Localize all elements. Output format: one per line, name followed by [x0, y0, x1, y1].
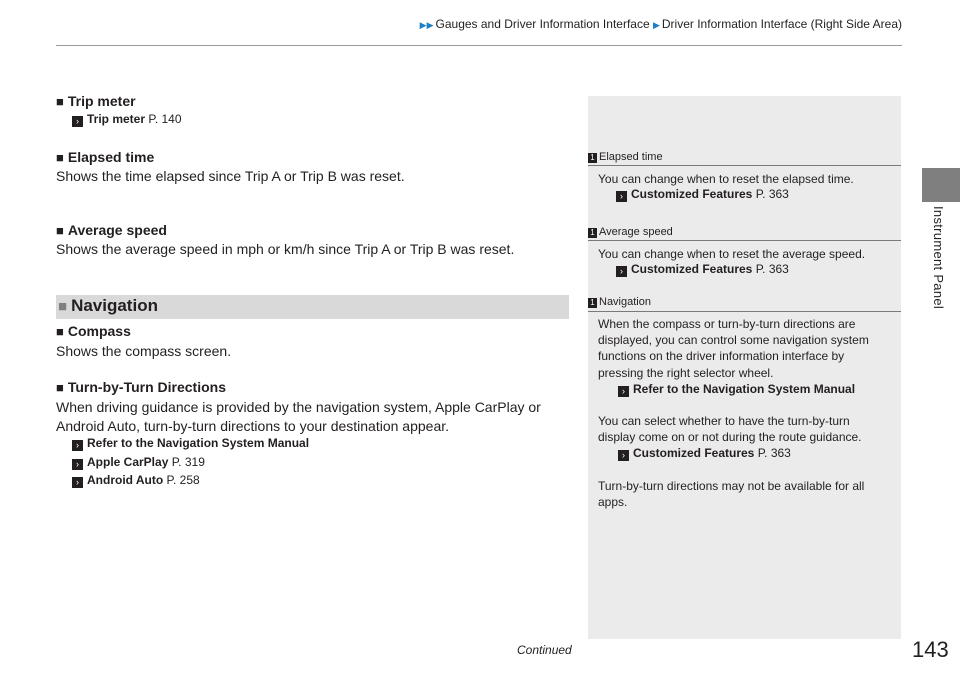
- compass-text: Shows the compass screen.: [56, 343, 232, 359]
- note-line: When the compass or turn-by-turn directions are: [598, 317, 856, 331]
- elapsed-time-heading: ■ Elapsed time: [56, 149, 154, 165]
- triangle-icon: ▶▶: [419, 20, 434, 30]
- arrow-ref-icon: ›: [72, 477, 83, 488]
- note-navigation-ref-custom[interactable]: › Customized Features P. 363: [598, 445, 869, 461]
- note-navigation-title: 1 Navigation: [588, 296, 651, 308]
- note-elapsed-time-title: 1 Elapsed time: [588, 151, 663, 163]
- header-divider: [56, 45, 902, 46]
- turn-by-turn-heading: ■ Turn-by-Turn Directions: [56, 379, 226, 395]
- note-line: display come on or not during the route guidance.: [598, 430, 862, 445]
- note-line: apps.: [598, 494, 628, 509]
- triangle-icon: ▶: [652, 20, 660, 30]
- note-navigation-text: [598, 316, 869, 510]
- arrow-ref-icon: ›: [616, 191, 627, 202]
- note-line: Turn-by-turn directions may not be available for all: [598, 478, 865, 493]
- arrow-ref-icon: ›: [72, 440, 83, 451]
- note-line: You can select whether to have the turn-by-turn: [598, 414, 850, 429]
- breadcrumb-part-2[interactable]: Driver Information Interface (Right Side Area): [661, 17, 902, 31]
- note-navigation-ref-manual[interactable]: › Refer to the Navigation System Manual: [598, 381, 869, 397]
- note-divider: [588, 311, 901, 312]
- navigation-section-title: ■ Navigation: [58, 296, 158, 315]
- elapsed-time-text: Shows the time elapsed since Trip A or Trip B was reset.: [56, 168, 405, 184]
- note-divider: [588, 240, 901, 241]
- spacer: [598, 462, 869, 478]
- ref-nav-manual[interactable]: › Refer to the Navigation System Manual: [72, 436, 309, 451]
- spacer: [598, 397, 869, 413]
- note-average-speed-text: You can change when to reset the average speed.: [598, 247, 866, 261]
- note-line: displayed, you can control some navigation system: [598, 333, 869, 348]
- page-number: 143: [912, 637, 949, 662]
- arrow-ref-icon: ›: [618, 386, 629, 397]
- note-elapsed-time-text: You can change when to reset the elapsed time.: [598, 172, 854, 186]
- arrow-ref-icon: ›: [72, 116, 83, 127]
- arrow-ref-icon: ›: [616, 266, 627, 277]
- note-divider: [588, 165, 901, 166]
- compass-heading: ■ Compass: [56, 323, 131, 339]
- note-number-icon: 1: [588, 228, 597, 238]
- ref-android-auto[interactable]: › Android Auto P. 258: [72, 473, 200, 488]
- note-average-speed-ref[interactable]: › Customized Features P. 363: [616, 262, 789, 277]
- note-average-speed-title: 1 Average speed: [588, 226, 673, 238]
- note-elapsed-time-ref[interactable]: › Customized Features P. 363: [616, 187, 789, 202]
- side-tab-marker: [922, 168, 960, 202]
- ref-apple-carplay[interactable]: › Apple CarPlay P. 319: [72, 455, 205, 470]
- arrow-ref-icon: ›: [72, 459, 83, 470]
- average-speed-heading: ■ Average speed: [56, 222, 167, 238]
- turn-by-turn-text-2: Android Auto, turn-by-turn directions to your destination appear.: [56, 418, 450, 434]
- note-line: pressing the right selector wheel.: [598, 365, 774, 380]
- square-icon: ■: [58, 298, 68, 315]
- breadcrumb-part-1[interactable]: Gauges and Driver Information Interface: [435, 17, 650, 31]
- breadcrumb: [0, 17, 902, 31]
- note-line: functions on the driver information interface by: [598, 349, 845, 364]
- arrow-ref-icon: ›: [618, 450, 629, 461]
- side-tab-label: Instrument Panel: [931, 206, 946, 310]
- average-speed-text: Shows the average speed in mph or km/h since Trip A or Trip B was reset.: [56, 241, 515, 257]
- note-number-icon: 1: [588, 298, 597, 308]
- trip-meter-ref[interactable]: › Trip meter P. 140: [72, 112, 182, 127]
- note-number-icon: 1: [588, 153, 597, 163]
- trip-meter-heading: ■ Trip meter: [56, 93, 136, 109]
- turn-by-turn-text-1: When driving guidance is provided by the navigation system, Apple CarPlay or: [56, 399, 541, 415]
- continued-label: Continued: [517, 643, 572, 657]
